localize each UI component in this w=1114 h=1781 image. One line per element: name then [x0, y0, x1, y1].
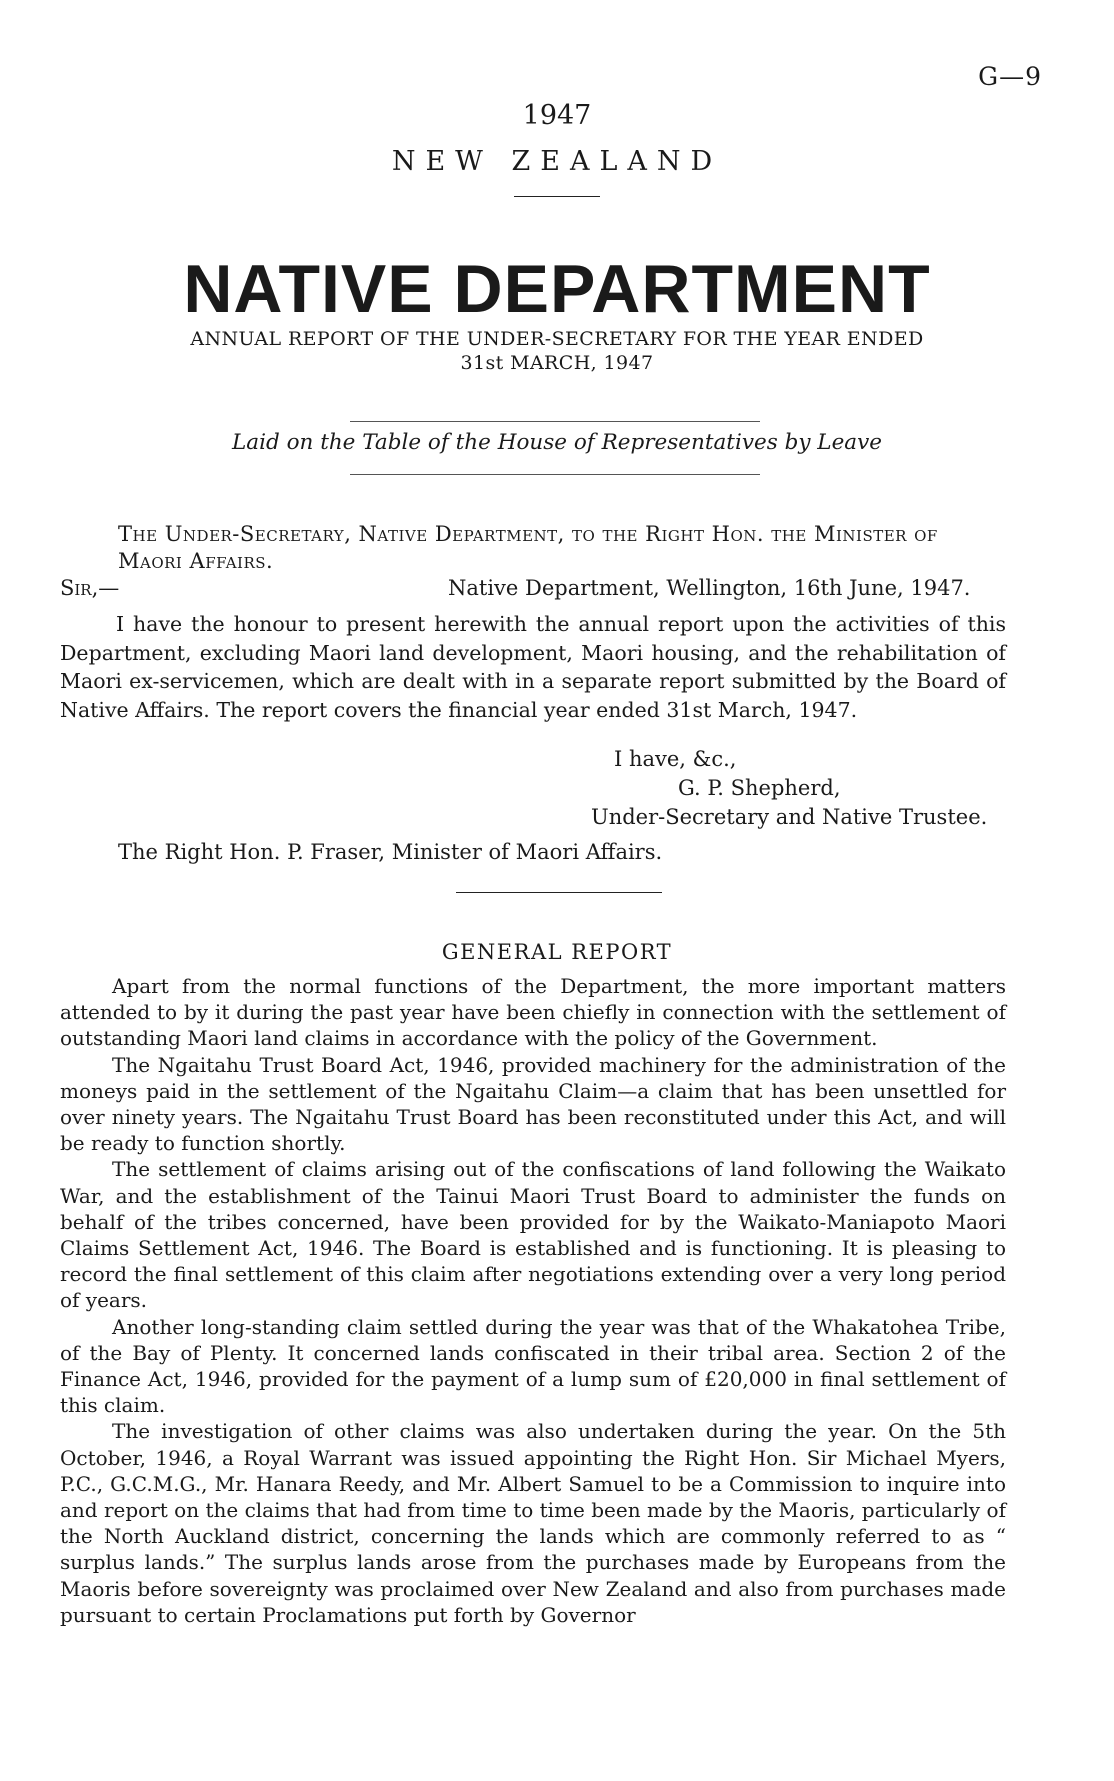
report-paragraph: The investigation of other claims was also undertaken during the year. On the 5th October, 1946, a Royal Warrant was issued appointing the Right Hon. Sir Michael Myers, P.C., G.C.M.G., Mr. Hanara Reedy, and Mr. Albert Samuel to be a Commission to inquire into and report on the claims that had from time to time been made by the Maoris, particularly of the North Auckland district, concerning the lands which are commonly referred to as “ surplus lands.” The surplus lands arose from the purchases made by Europeans from the Maoris before sovereignty was proclaimed over New Zealand and also from purchases made pursuant to certain Proclamations put forth by Governor	[60, 1419, 1006, 1627]
subtitle-line-2: 31st MARCH, 1947	[460, 352, 654, 374]
report-paragraph: Apart from the normal functions of the Department, the more important matters attended to by it during the past year have been chiefly in connection with the settlement of outstanding Maori land claims in accordance with the policy of the Government.	[60, 974, 1006, 1051]
letter-addressee: The Right Hon. P. Fraser, Minister of Maori Affairs.	[118, 840, 663, 864]
letter-header: The Under-Secretary, Native Department, to the Right Hon. the Minister of Maori Affairs.	[118, 522, 938, 573]
letter-date: Native Department, Wellington, 16th June, 1947.	[448, 576, 971, 600]
subtitle-line-1: ANNUAL REPORT OF THE UNDER-SECRETARY FOR THE YEAR ENDED	[190, 328, 924, 350]
letter-closing: I have, &c.,	[614, 747, 737, 771]
signatory-name: G. P. Shepherd,	[678, 776, 841, 800]
report-year: 1947	[522, 100, 592, 131]
divider-rule	[350, 474, 760, 475]
report-paragraph: Another long-standing claim settled during the year was that of the Whakatohea Tribe, of the Bay of Plenty. It concerned lands confiscated in their tribal area. Section 2 of the Finance Act, 1946, provided for the payment of a lump sum of £20,000 in final settlement of this claim.	[60, 1314, 1006, 1418]
letter-body	[60, 610, 1006, 724]
report-subtitle	[0, 327, 1114, 375]
divider-rule	[350, 421, 760, 422]
signatory-title: Under-Secretary and Native Trustee.	[591, 805, 988, 829]
divider-rule	[514, 196, 600, 197]
report-paragraph: The Ngaitahu Trust Board Act, 1946, provided machinery for the administration of the moneys paid in the settlement of the Ngaitahu Claim—a claim that has been unsettled for over ninety years. The Ngaitahu Trust Board has been reconstituted under this Act, and will be ready to function shortly.	[60, 1052, 1006, 1156]
department-title: NATIVE DEPARTMENT	[183, 251, 931, 327]
divider-rule	[456, 892, 662, 893]
salutation: Sir,—	[60, 576, 120, 600]
laid-on-table-note: Laid on the Table of the House of Representatives by Leave	[232, 430, 882, 455]
country-heading: NEW ZEALAND	[391, 146, 723, 177]
section-heading: GENERAL REPORT	[441, 940, 673, 964]
report-body	[60, 973, 1006, 1628]
report-paragraph: The settlement of claims arising out of the confiscations of land following the Waikato War, and the establishment of the Tainui Maori Trust Board to administer the funds on behalf of the tribes concerned, have been provided for by the Waikato-Maniapoto Maori Claims Settlement Act, 1946. The Board is established and is functioning. It is pleasing to record the final settlement of this claim after negotiations extending over a very long period of years.	[60, 1157, 1006, 1313]
letter-paragraph: I have the honour to present herewith the annual report upon the activities of this Department, excluding Maori land development, Maori housing, and the rehabilitation of Maori ex-servicemen, which are dealt with in a separate report submitted by the Board of Native Affairs. The report covers the financial year ended 31st March, 1947.	[60, 612, 1006, 722]
page-number: G—9	[978, 62, 1042, 91]
